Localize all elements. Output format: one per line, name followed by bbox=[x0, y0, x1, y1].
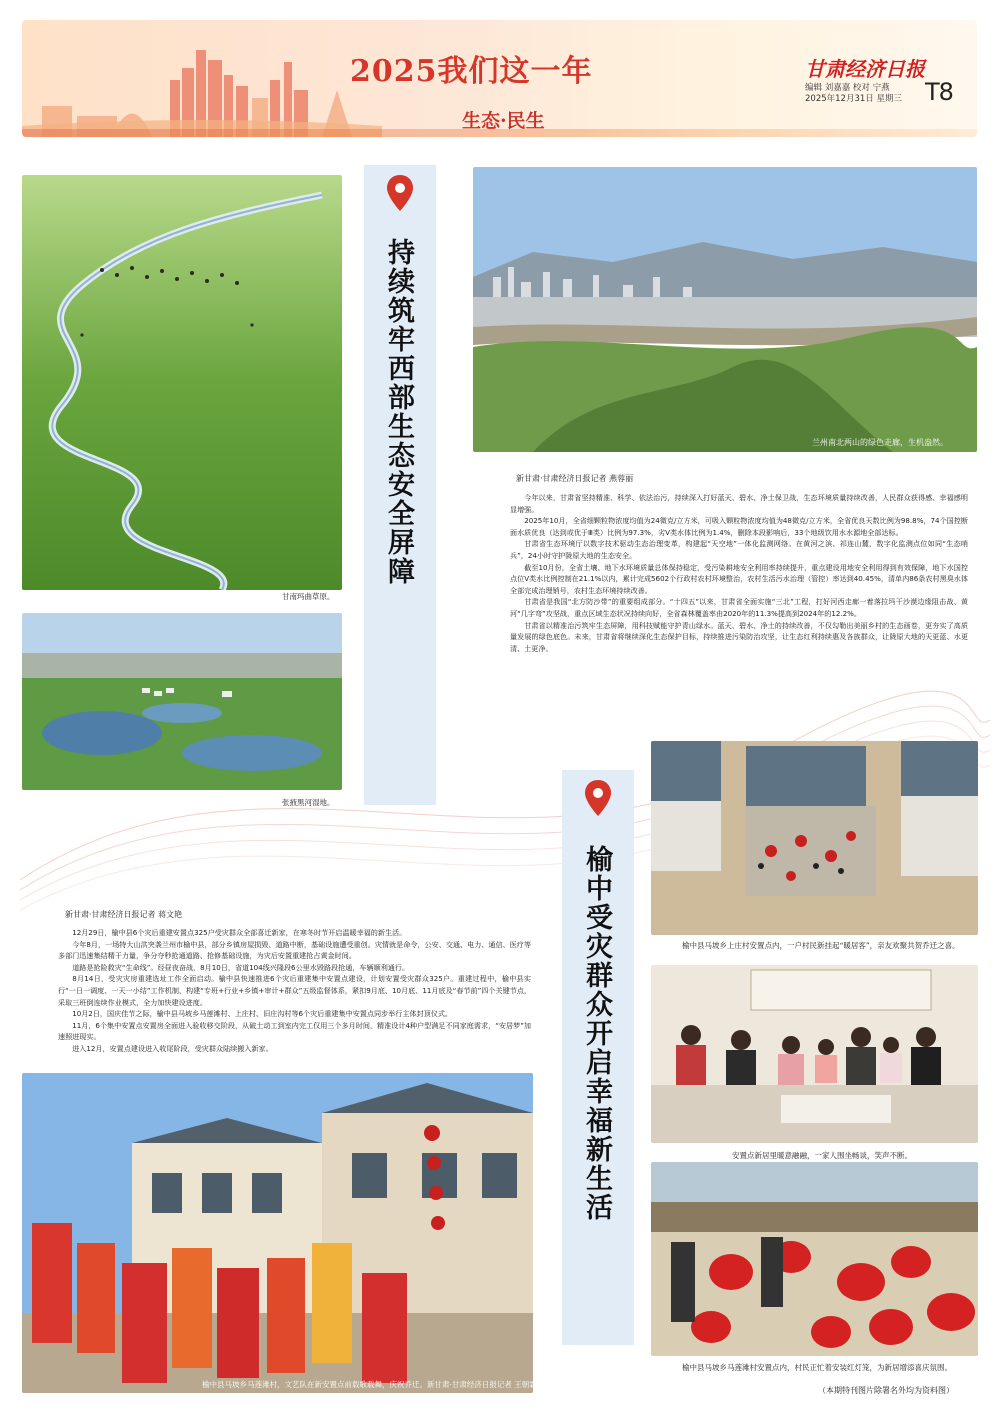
article-2-paragraph: 今年8月，一场特大山洪突袭兰州市榆中县，部分乡镇房屋损毁、道路中断，基础设施遭受重创。灾情就是命令，公安、交通、电力、通信、医疗等多部门迅速集结精干力量，争分夺秒抢通道路、抢修基础设施，为灾后安置重建抢占黄金时间。 bbox=[58, 939, 531, 961]
lantern-hanging-photo bbox=[651, 1162, 978, 1356]
city-photo-caption: 兰州南北两山的绿色走廊，生机盎然。 bbox=[812, 438, 948, 447]
section-label: 生态·民生 bbox=[462, 110, 545, 132]
family-caption: 安置点新居里暖意融融，一家人围坐畅谈，笑声不断。 bbox=[732, 1151, 912, 1160]
article-2-byline: 新甘肃·甘肃经济日报记者 蒋文艳 bbox=[65, 910, 183, 919]
article-2-paragraph: 8月14日，受灾灾房重建选址工作全面启动。榆中县快速推进6个灾后重建集中安置点建设，计划安置受灾群众325户。重建过程中，榆中县实行“一日一调度、一天一小结”工作机制，构建“专班+行业+乡镇+审计+群众”五级监督体系，紧扣9月底、10月底、11月底及“春节前”四个关键节点，采取三班倒连续作业模式，全力加快建设进度。 bbox=[58, 974, 531, 1007]
article-2-paragraph: 12月29日，榆中县6个灾后重建安置点325户受灾群众全部喜迁新家，在寒冬时节开启温暖幸福的新生活。 bbox=[72, 928, 407, 937]
article-2-paragraph: 11月，6个集中安置点安置房全面进入验收移交阶段，从破土动工到室内完工仅用三个多月时间，精准设计4种户型满足不同家庭需求，“安居梦”加速照进现实。 bbox=[58, 1020, 531, 1042]
photo-credit-note: （本期特刊图片除署名外均为资料图） bbox=[818, 1386, 954, 1395]
article-1-paragraph: 截至10月份，全省土壤、地下水环境质量总体保持稳定，受污染耕地安全利用率持续提升，重点建设用地安全利用得到有效保障，地下水国控点位Ⅴ类水比例控制在21.1%以内，累计完成5602个行政村农村环境整治，农村生活污水治理（管控）率达到40.45%，清单内86条农村黑臭水体全部完成治理销号，农村生态环境持续改善。 bbox=[510, 562, 968, 595]
parade-caption: 榆中县马坡乡马莲滩村，文艺队在新安置点前载歌载舞，庆祝乔迁。新甘肃·甘肃经济日报记者 王朝霖 摄 bbox=[202, 1380, 547, 1389]
city-panorama-photo bbox=[473, 167, 977, 452]
article-1-paragraph: 2025年10月，全省细颗粒物浓度均值为24微克/立方米，可吸入颗粒物浓度均值为48微克/立方米，全省优良天数比例为98.8%，74个国控断面水质优良（达到或优于Ⅲ类）比例为97.3%，劣Ⅴ类水体比例为1.4%，删除本段影响后，33个地级饮用水水源地全部达标。 bbox=[510, 516, 968, 537]
article-1-body bbox=[510, 492, 968, 654]
article-2-headline: 榆中受灾群众开启幸福新生活 bbox=[581, 845, 612, 1222]
article-2-paragraph: 10月2日，国庆佳节之际，榆中县马坡乡马莲滩村、上庄村、旧庄沟村等6个灾后重建集中安置点同步举行主体封顶仪式。 bbox=[72, 1009, 453, 1019]
courtyard-caption: 榆中县马坡乡上庄村安置点内，一户村民新挂起“暖居客”，亲友欢聚共贺乔迁之喜。 bbox=[682, 941, 960, 950]
newspaper-masthead: 甘肃经济日报 bbox=[805, 57, 925, 81]
article-1-paragraph: 甘肃省是我国“北方防沙带”的重要组成部分。“十四五”以来，甘肃省全面实施“三北”工程，打好河西走廊一着落拉玛干沙漠边缘阻击战、黄河“几字弯”攻坚战，重点区域生态状况持续向好，全省森林覆盖率由2020年的11.3%提高到2024年的12.2%。 bbox=[510, 597, 968, 618]
courtyard-aerial-photo bbox=[651, 741, 978, 935]
location-pin-icon bbox=[585, 780, 611, 816]
issue-date: 2025年12月31日 星期三 bbox=[805, 94, 902, 104]
editor-credits: 编辑 刘嘉嘉 校对 宁燕 bbox=[805, 83, 890, 93]
article-1-paragraph: 甘肃省以精准治污筑牢生态屏障，用科技赋能守护青山绿水。蓝天、碧水、净土的持续改善，不仅勾勒出美丽乡村的生态画卷，更夯实了高质量发展的绿色底色。未来，甘肃省将继续深化生态保护目标，持续推进污染防治攻坚，让生态红利持续惠及各族群众，让陇原大地的天更蓝、水更清、土更净。 bbox=[510, 620, 968, 653]
article-2-paragraph: 道路是抢险救灾“生命线”。经昼夜奋战，8月10日，省道104线兴隆段6公里水毁路段抢通，车辆顺利通行。 bbox=[72, 962, 410, 972]
wetland-caption: 张掖黑河湿地。 bbox=[282, 798, 335, 807]
lantern-caption: 榆中县马坡乡马莲滩村安置点内，村民正忙着安装红灯笼，为新居增添喜庆氛围。 bbox=[682, 1363, 952, 1372]
article-1-paragraph: 甘肃省生态环境厅以数字技术驱动生态治理变革，构建起“天空地”一体化监测网络。在黄河之滨、祁连山麓，数字化监测点位如同“生态哨兵”，24小时守护陇原大地的生态安全。 bbox=[510, 539, 968, 560]
city-skyline-graphic bbox=[22, 20, 382, 137]
grassland-photo bbox=[22, 175, 342, 590]
article-1-byline: 新甘肃·甘肃经济日报记者 燕蓉丽 bbox=[516, 474, 634, 483]
location-pin-icon bbox=[387, 175, 413, 211]
article-2-paragraph: 进入12月，安置点建设进入收尾阶段，受灾群众陆续搬入新家。 bbox=[72, 1043, 273, 1053]
article-2-body bbox=[58, 927, 531, 1055]
wetland-photo bbox=[22, 613, 342, 790]
page-header bbox=[22, 20, 977, 137]
article-1-paragraph: 今年以来，甘肃省坚持精准、科学、依法治污，持续深入打好蓝天、碧水、净土保卫战，生态环境质量持续改善，人民群众获得感、幸福感明显增强。 bbox=[510, 493, 968, 514]
article-1-headline: 持续筑牢西部生态安全屏障 bbox=[383, 238, 414, 586]
grassland-caption: 甘南玛曲草原。 bbox=[282, 592, 335, 601]
page-number: T8 bbox=[925, 78, 953, 106]
celebration-parade-photo bbox=[22, 1073, 533, 1393]
family-indoor-photo bbox=[651, 965, 978, 1143]
special-issue-title: 2025我们这一年 bbox=[350, 54, 593, 89]
